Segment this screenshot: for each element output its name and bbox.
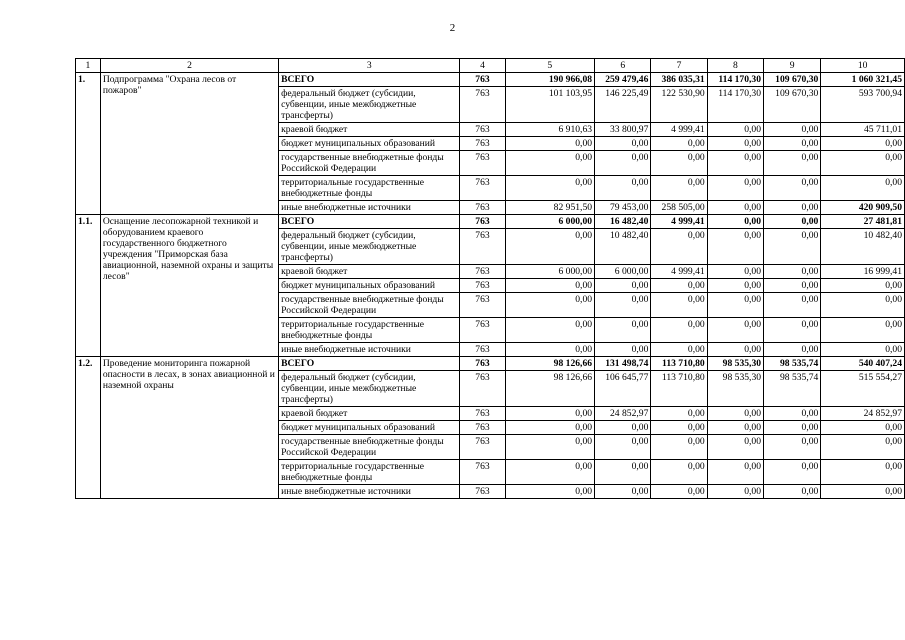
value-cell: 0,00	[595, 137, 651, 151]
funding-source: краевой бюджет	[279, 123, 460, 137]
value-cell: 0,00	[764, 435, 821, 460]
funding-source: территориальные государственные внебюджетные фонды	[279, 318, 460, 343]
funding-source: ВСЕГО	[279, 357, 460, 371]
column-number: 3	[279, 59, 460, 73]
value-cell: 98 126,66	[505, 371, 594, 407]
value-cell: 0,00	[651, 460, 707, 485]
value-cell: 131 498,74	[595, 357, 651, 371]
value-cell: 0,00	[707, 201, 763, 215]
value-cell: 0,00	[595, 460, 651, 485]
value-cell: 0,00	[764, 201, 821, 215]
section-name: Проведение мониторинга пожарной опасности в лесах, в зонах авиационной и наземной охраны	[100, 357, 278, 499]
value-cell: 0,00	[707, 279, 763, 293]
funding-source: территориальные государственные внебюджетные фонды	[279, 460, 460, 485]
total-value-cell: 0,00	[821, 343, 905, 357]
total-value-cell: 0,00	[821, 176, 905, 201]
code-cell: 763	[460, 460, 505, 485]
value-cell: 146 225,49	[595, 87, 651, 123]
funding-source: иные внебюджетные источники	[279, 201, 460, 215]
section-number: 1.1.	[76, 215, 101, 357]
total-value-cell: 0,00	[821, 485, 905, 499]
value-cell: 0,00	[651, 176, 707, 201]
value-cell: 4 999,41	[651, 265, 707, 279]
total-value-cell: 593 700,94	[821, 87, 905, 123]
value-cell: 0,00	[595, 421, 651, 435]
value-cell: 109 670,30	[764, 87, 821, 123]
value-cell: 0,00	[764, 137, 821, 151]
value-cell: 0,00	[505, 343, 594, 357]
code-cell: 763	[460, 73, 505, 87]
total-row	[76, 73, 905, 87]
total-value-cell: 24 852,97	[821, 407, 905, 421]
code-cell: 763	[460, 137, 505, 151]
value-cell: 0,00	[764, 123, 821, 137]
value-cell: 386 035,31	[651, 73, 707, 87]
value-cell: 0,00	[707, 215, 763, 229]
code-cell: 763	[460, 343, 505, 357]
total-value-cell: 1 060 321,45	[821, 73, 905, 87]
value-cell: 114 170,30	[707, 87, 763, 123]
value-cell: 98 535,30	[707, 371, 763, 407]
total-value-cell: 0,00	[821, 279, 905, 293]
value-cell: 0,00	[707, 318, 763, 343]
value-cell: 4 999,41	[651, 123, 707, 137]
column-number: 9	[764, 59, 821, 73]
code-cell: 763	[460, 371, 505, 407]
value-cell: 0,00	[651, 293, 707, 318]
page-number: 2	[449, 22, 456, 34]
value-cell: 82 951,50	[505, 201, 594, 215]
value-cell: 0,00	[651, 229, 707, 265]
column-number: 2	[100, 59, 278, 73]
value-cell: 0,00	[764, 229, 821, 265]
total-value-cell: 0,00	[821, 151, 905, 176]
column-number: 10	[821, 59, 905, 73]
value-cell: 6 000,00	[595, 265, 651, 279]
table-body	[76, 59, 905, 499]
code-cell: 763	[460, 201, 505, 215]
value-cell: 0,00	[505, 485, 594, 499]
value-cell: 259 479,46	[595, 73, 651, 87]
total-value-cell: 0,00	[821, 435, 905, 460]
value-cell: 0,00	[764, 460, 821, 485]
budget-table	[75, 58, 905, 499]
value-cell: 109 670,30	[764, 73, 821, 87]
value-cell: 16 482,40	[595, 215, 651, 229]
value-cell: 0,00	[707, 407, 763, 421]
value-cell: 0,00	[595, 293, 651, 318]
value-cell: 0,00	[707, 151, 763, 176]
value-cell: 0,00	[505, 435, 594, 460]
column-number: 7	[651, 59, 707, 73]
code-cell: 763	[460, 279, 505, 293]
total-value-cell: 0,00	[821, 318, 905, 343]
value-cell: 0,00	[707, 293, 763, 318]
value-cell: 0,00	[651, 343, 707, 357]
code-cell: 763	[460, 435, 505, 460]
value-cell: 0,00	[505, 293, 594, 318]
value-cell: 0,00	[651, 137, 707, 151]
value-cell: 0,00	[505, 151, 594, 176]
value-cell: 190 966,08	[505, 73, 594, 87]
funding-source: краевой бюджет	[279, 265, 460, 279]
code-cell: 763	[460, 229, 505, 265]
funding-source: государственные внебюджетные фонды Российской Федерации	[279, 435, 460, 460]
funding-source: бюджет муниципальных образований	[279, 137, 460, 151]
value-cell: 113 710,80	[651, 357, 707, 371]
value-cell: 0,00	[505, 229, 594, 265]
value-cell: 98 535,30	[707, 357, 763, 371]
value-cell: 0,00	[505, 137, 594, 151]
value-cell: 113 710,80	[651, 371, 707, 407]
value-cell: 0,00	[651, 435, 707, 460]
value-cell: 101 103,95	[505, 87, 594, 123]
value-cell: 0,00	[651, 151, 707, 176]
value-cell: 0,00	[595, 435, 651, 460]
funding-source: бюджет муниципальных образований	[279, 279, 460, 293]
total-value-cell: 10 482,40	[821, 229, 905, 265]
value-cell: 0,00	[707, 176, 763, 201]
value-cell: 0,00	[764, 421, 821, 435]
funding-source: иные внебюджетные источники	[279, 343, 460, 357]
value-cell: 0,00	[505, 421, 594, 435]
funding-source: территориальные государственные внебюджетные фонды	[279, 176, 460, 201]
value-cell: 0,00	[505, 176, 594, 201]
section-name: Подпрограмма "Охрана лесов от пожаров"	[100, 73, 278, 215]
value-cell: 258 505,00	[651, 201, 707, 215]
value-cell: 0,00	[595, 176, 651, 201]
code-cell: 763	[460, 87, 505, 123]
value-cell: 0,00	[707, 485, 763, 499]
code-cell: 763	[460, 293, 505, 318]
value-cell: 0,00	[707, 229, 763, 265]
value-cell: 0,00	[764, 215, 821, 229]
value-cell: 0,00	[764, 318, 821, 343]
value-cell: 0,00	[764, 265, 821, 279]
total-value-cell: 420 909,50	[821, 201, 905, 215]
value-cell: 0,00	[764, 407, 821, 421]
column-number-row	[76, 59, 905, 73]
value-cell: 33 800,97	[595, 123, 651, 137]
value-cell: 98 535,74	[764, 371, 821, 407]
total-value-cell: 0,00	[821, 421, 905, 435]
column-number: 8	[707, 59, 763, 73]
value-cell: 0,00	[595, 151, 651, 176]
total-value-cell: 45 711,01	[821, 123, 905, 137]
value-cell: 79 453,00	[595, 201, 651, 215]
value-cell: 0,00	[707, 460, 763, 485]
code-cell: 763	[460, 176, 505, 201]
value-cell: 6 000,00	[505, 215, 594, 229]
section-number: 1.2.	[76, 357, 101, 499]
total-value-cell: 0,00	[821, 137, 905, 151]
value-cell: 0,00	[651, 421, 707, 435]
value-cell: 0,00	[707, 435, 763, 460]
value-cell: 6 000,00	[505, 265, 594, 279]
value-cell: 10 482,40	[595, 229, 651, 265]
value-cell: 6 910,63	[505, 123, 594, 137]
section-name: Оснащение лесопожарной техникой и оборудованием краевого государственного бюджетного учреждения "Приморская база авиационной, наземной охраны и защиты лесов"	[100, 215, 278, 357]
value-cell: 0,00	[595, 318, 651, 343]
funding-source: ВСЕГО	[279, 215, 460, 229]
value-cell: 0,00	[651, 407, 707, 421]
value-cell: 0,00	[764, 485, 821, 499]
column-number: 5	[505, 59, 594, 73]
total-value-cell: 540 407,24	[821, 357, 905, 371]
value-cell: 0,00	[651, 485, 707, 499]
code-cell: 763	[460, 318, 505, 343]
column-number: 6	[595, 59, 651, 73]
total-row	[76, 357, 905, 371]
funding-source: федеральный бюджет (субсидии, субвенции, иные межбюджетные трансферты)	[279, 229, 460, 265]
code-cell: 763	[460, 357, 505, 371]
value-cell: 0,00	[651, 318, 707, 343]
value-cell: 0,00	[764, 293, 821, 318]
total-value-cell: 0,00	[821, 293, 905, 318]
value-cell: 0,00	[595, 485, 651, 499]
funding-source: иные внебюджетные источники	[279, 485, 460, 499]
value-cell: 0,00	[707, 137, 763, 151]
value-cell: 0,00	[707, 123, 763, 137]
value-cell: 24 852,97	[595, 407, 651, 421]
funding-source: ВСЕГО	[279, 73, 460, 87]
column-number: 1	[76, 59, 101, 73]
total-value-cell: 0,00	[821, 460, 905, 485]
code-cell: 763	[460, 265, 505, 279]
value-cell: 0,00	[505, 318, 594, 343]
value-cell: 98 535,74	[764, 357, 821, 371]
total-value-cell: 515 554,27	[821, 371, 905, 407]
section-number: 1.	[76, 73, 101, 215]
value-cell: 0,00	[595, 279, 651, 293]
funding-source: бюджет муниципальных образований	[279, 421, 460, 435]
total-value-cell: 16 999,41	[821, 265, 905, 279]
value-cell: 122 530,90	[651, 87, 707, 123]
value-cell: 0,00	[764, 176, 821, 201]
code-cell: 763	[460, 123, 505, 137]
funding-source: федеральный бюджет (субсидии, субвенции, иные межбюджетные трансферты)	[279, 371, 460, 407]
funding-source: краевой бюджет	[279, 407, 460, 421]
value-cell: 0,00	[505, 460, 594, 485]
value-cell: 0,00	[764, 343, 821, 357]
code-cell: 763	[460, 407, 505, 421]
value-cell: 0,00	[651, 279, 707, 293]
code-cell: 763	[460, 421, 505, 435]
value-cell: 106 645,77	[595, 371, 651, 407]
code-cell: 763	[460, 215, 505, 229]
code-cell: 763	[460, 485, 505, 499]
funding-source: государственные внебюджетные фонды Российской Федерации	[279, 293, 460, 318]
value-cell: 0,00	[764, 151, 821, 176]
funding-source: федеральный бюджет (субсидии, субвенции, иные межбюджетные трансферты)	[279, 87, 460, 123]
value-cell: 0,00	[707, 343, 763, 357]
code-cell: 763	[460, 151, 505, 176]
value-cell: 0,00	[505, 407, 594, 421]
value-cell: 114 170,30	[707, 73, 763, 87]
value-cell: 98 126,66	[505, 357, 594, 371]
value-cell: 0,00	[764, 279, 821, 293]
value-cell: 0,00	[707, 265, 763, 279]
total-row	[76, 215, 905, 229]
value-cell: 0,00	[707, 421, 763, 435]
value-cell: 0,00	[595, 343, 651, 357]
column-number: 4	[460, 59, 505, 73]
funding-source: государственные внебюджетные фонды Российской Федерации	[279, 151, 460, 176]
value-cell: 4 999,41	[651, 215, 707, 229]
total-value-cell: 27 481,81	[821, 215, 905, 229]
value-cell: 0,00	[505, 279, 594, 293]
